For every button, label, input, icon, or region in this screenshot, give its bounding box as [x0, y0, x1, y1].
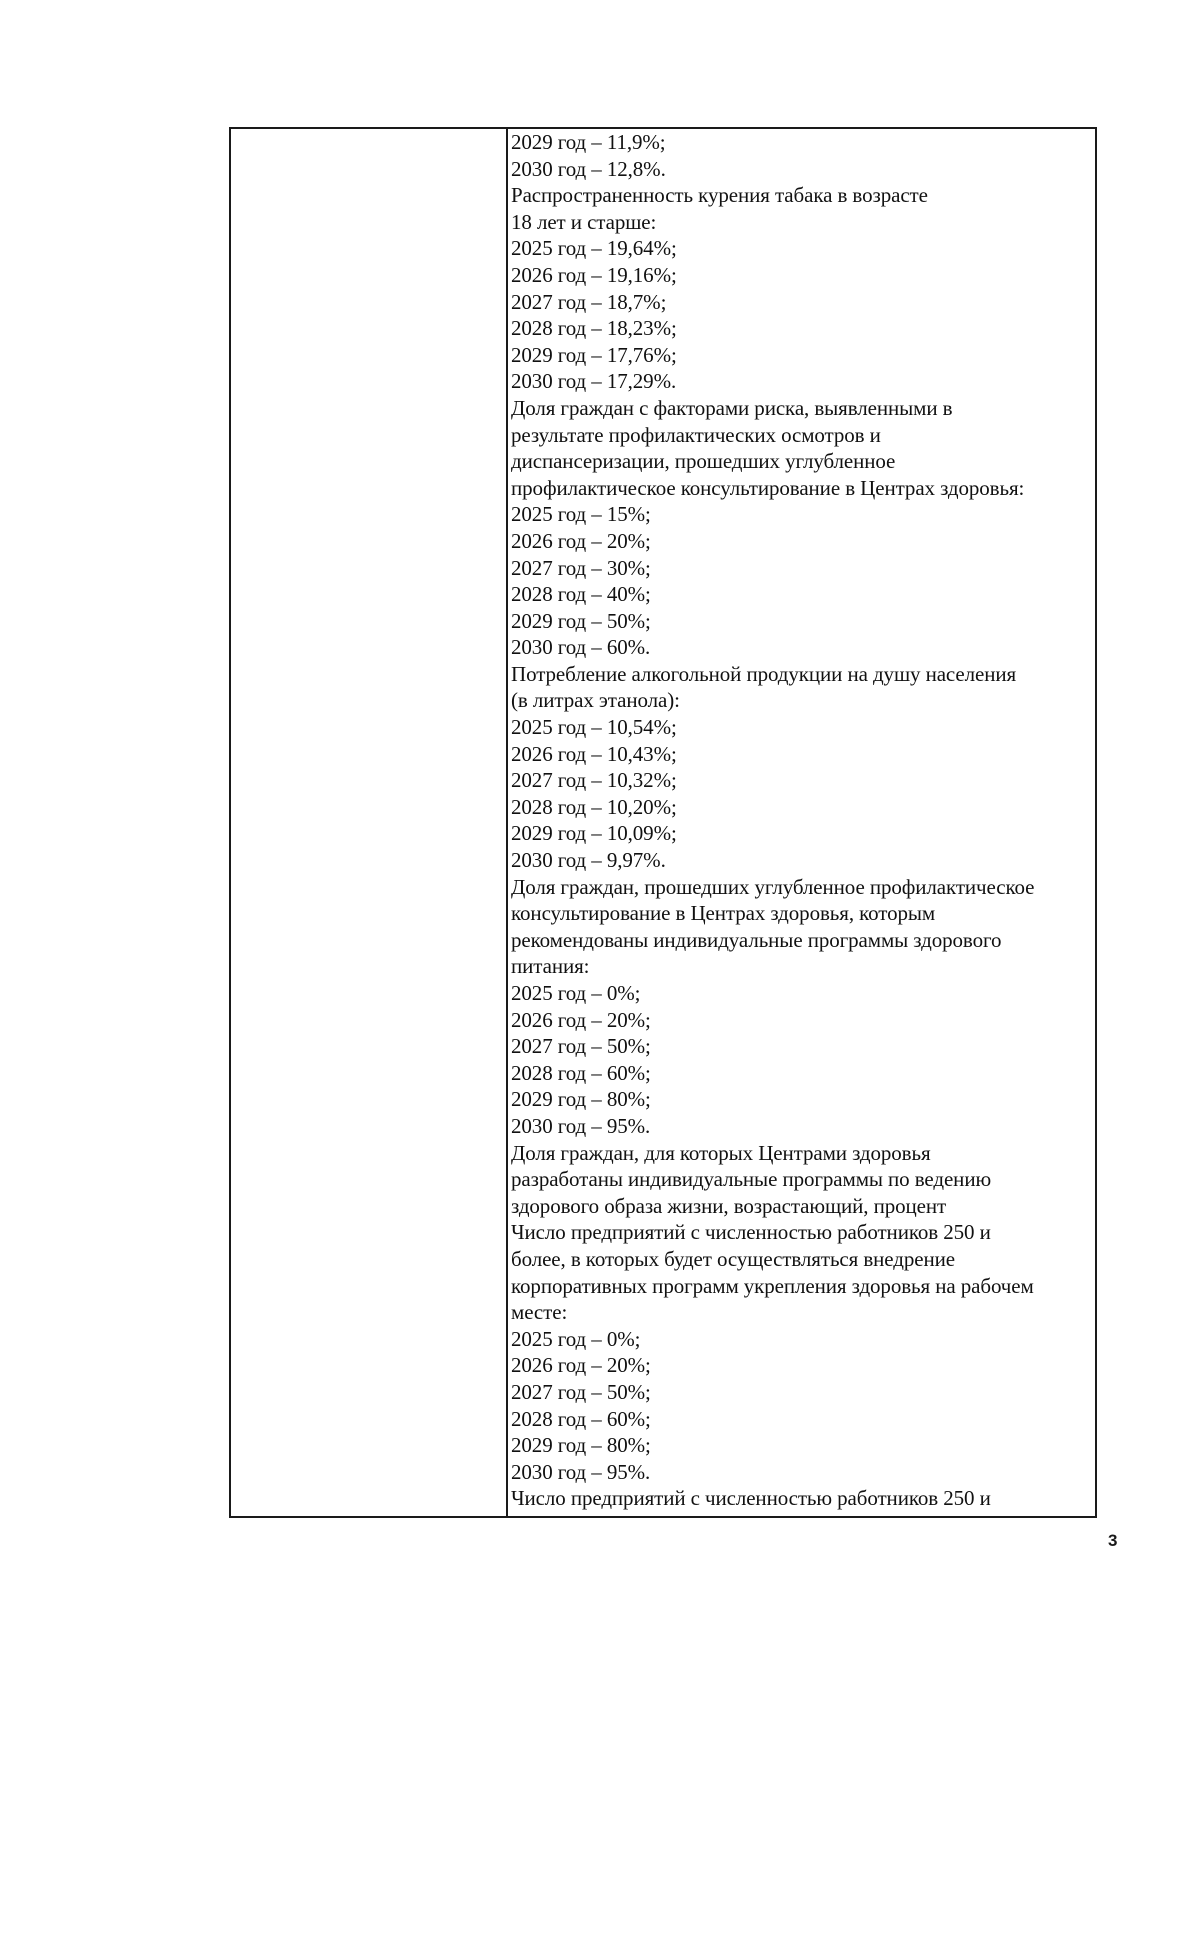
text-line: корпоративных программ укрепления здоровья на рабочем: [511, 1273, 1034, 1298]
text-line: 2028 год – 18,23%;: [511, 316, 677, 341]
indicators-table: [229, 127, 1097, 1518]
text-line: 2030 год – 17,29%.: [511, 369, 677, 394]
text-line: 2029 год – 10,09%;: [511, 821, 677, 846]
text-line: 18 лет и старше:: [511, 209, 657, 234]
text-line: 2029 год – 80%;: [511, 1087, 651, 1112]
text-line: более, в которых будет осуществляться внедрение: [511, 1246, 955, 1271]
text-line: питания:: [511, 954, 590, 979]
text-line: 2026 год – 10,43%;: [511, 741, 677, 766]
column-divider: [506, 129, 508, 1516]
text-line: Число предприятий с численностью работников 250 и: [511, 1486, 991, 1511]
text-line: 2028 год – 60%;: [511, 1406, 651, 1431]
text-line: 2030 год – 95%.: [511, 1459, 651, 1484]
text-line: здорового образа жизни, возрастающий, процент: [511, 1193, 947, 1218]
text-line: Потребление алкогольной продукции на душу населения: [511, 661, 1017, 686]
text-line: 2026 год – 20%;: [511, 528, 651, 553]
text-line: 2029 год – 50%;: [511, 608, 651, 633]
text-line: Доля граждан с факторами риска, выявленными в: [511, 395, 953, 420]
text-line: 2028 год – 60%;: [511, 1060, 651, 1085]
text-line: месте:: [511, 1300, 568, 1325]
text-line: 2030 год – 60%.: [511, 635, 651, 660]
indicator-lines: [509, 129, 1095, 1512]
text-line: результате профилактических осмотров и: [511, 422, 881, 447]
text-line: разработаны индивидуальные программы по ведению: [511, 1167, 992, 1192]
text-line: 2025 год – 10,54%;: [511, 715, 677, 740]
text-line: 2026 год – 20%;: [511, 1353, 651, 1378]
text-line: 2025 год – 19,64%;: [511, 236, 677, 261]
text-line: 2028 год – 10,20%;: [511, 794, 677, 819]
text-line: рекомендованы индивидуальные программы здорового: [511, 927, 1002, 952]
text-line: 2029 год – 80%;: [511, 1433, 651, 1458]
text-line: 2030 год – 95%.: [511, 1113, 651, 1138]
text-line: 2029 год – 11,9%;: [511, 130, 666, 154]
text-line: 2027 год – 50%;: [511, 1379, 651, 1404]
text-line: 2026 год – 20%;: [511, 1007, 651, 1032]
text-line: 2028 год – 40%;: [511, 582, 651, 607]
text-line: диспансеризации, прошедших углубленное: [511, 449, 896, 474]
table-right-cell: [509, 129, 1095, 1516]
text-line: 2025 год – 15%;: [511, 502, 651, 527]
text-line: консультирование в Центрах здоровья, которым: [511, 901, 936, 926]
text-line: 2027 год – 30%;: [511, 555, 651, 580]
text-line: 2025 год – 0%;: [511, 1326, 641, 1351]
page-number: 3: [1108, 1531, 1118, 1550]
text-line: Распространенность курения табака в возрасте: [511, 183, 928, 208]
text-line: 2026 год – 19,16%;: [511, 262, 677, 287]
text-line: (в литрах этанола):: [511, 688, 680, 713]
text-line: Число предприятий с численностью работников 250 и: [511, 1220, 991, 1245]
text-line: 2030 год – 9,97%.: [511, 848, 666, 873]
table-left-cell: [231, 129, 506, 1516]
text-line: 2029 год – 17,76%;: [511, 342, 677, 367]
text-line: 2027 год – 18,7%;: [511, 289, 667, 314]
text-line: 2027 год – 50%;: [511, 1034, 651, 1059]
text-line: 2027 год – 10,32%;: [511, 768, 677, 793]
text-line: Доля граждан, прошедших углубленное профилактическое: [511, 874, 1035, 899]
text-line: 2025 год – 0%;: [511, 981, 641, 1005]
text-line: профилактическое консультирование в Центрах здоровья:: [511, 475, 1025, 500]
text-line: Доля граждан, для которых Центрами здоровья: [511, 1140, 931, 1165]
text-line: 2030 год – 12,8%.: [511, 156, 666, 181]
